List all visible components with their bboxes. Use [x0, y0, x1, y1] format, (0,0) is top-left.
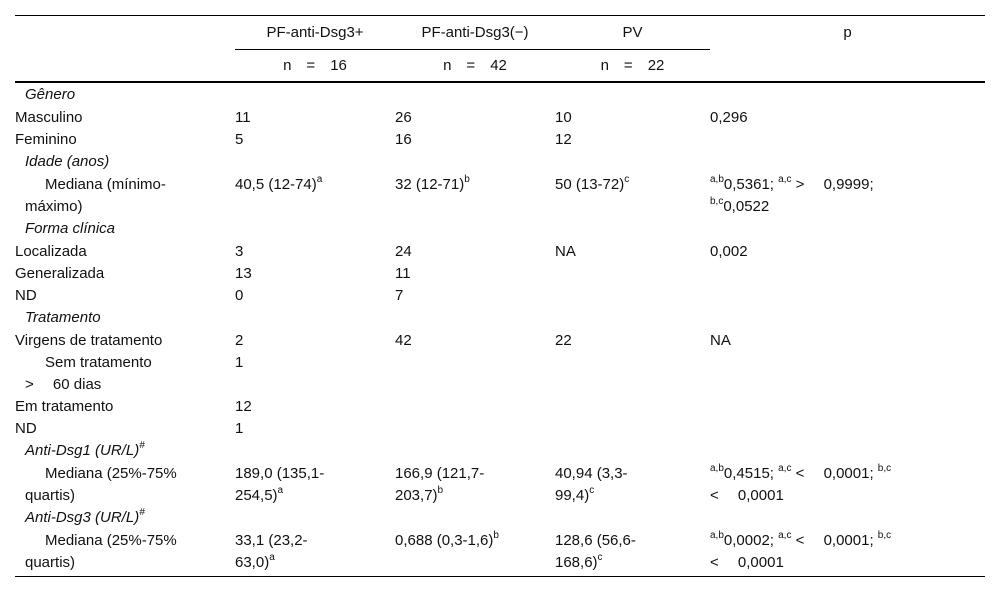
cell — [555, 463, 710, 507]
superscript: b — [493, 530, 499, 541]
cell: 7 — [395, 287, 404, 304]
table-row — [15, 263, 985, 285]
superscript: a,b — [710, 463, 724, 474]
superscript: a — [316, 174, 323, 185]
header-empty — [15, 16, 235, 50]
cell: 5 — [235, 131, 244, 148]
cell-empty — [710, 285, 985, 307]
cell-value: 40,5 (12-74) — [235, 176, 317, 193]
cell: 24 — [395, 243, 412, 260]
cell-value: 168,6) — [555, 554, 598, 571]
cell-value: 166,9 (121,7- — [395, 465, 485, 482]
superscript: b — [437, 485, 444, 496]
row-label: Generalizada — [15, 265, 105, 282]
p-value: < 0,0001; — [791, 532, 878, 549]
cell: 1 — [235, 354, 244, 371]
header-n-empty — [15, 50, 235, 83]
section-dsg3 — [15, 507, 985, 530]
cell-value: 32 (12-71) — [395, 176, 465, 193]
cell-empty — [555, 285, 710, 307]
cell: 42 — [395, 332, 412, 349]
superscript: a,c — [778, 463, 792, 474]
superscript: c — [624, 174, 630, 185]
p-value: 0,5361; — [723, 176, 779, 193]
table-row — [15, 174, 985, 218]
superscript: a,b — [710, 530, 724, 541]
cell-value: 203,7) — [395, 487, 438, 504]
superscript: b,c — [877, 530, 892, 541]
section-row — [15, 440, 985, 463]
label-line: Mediana (mínimo- — [45, 176, 166, 193]
cell — [395, 463, 555, 507]
row-label: ND — [15, 420, 37, 437]
cell — [555, 174, 710, 218]
section-row — [15, 151, 985, 174]
superscript: a,c — [778, 174, 792, 185]
row-label — [15, 463, 235, 507]
cell: NA — [555, 243, 576, 260]
cell — [710, 530, 985, 577]
header-n1: n = 16 — [235, 50, 395, 83]
results-table — [15, 15, 985, 577]
table-row — [15, 330, 985, 352]
p-value: < 0,0001 — [710, 487, 784, 504]
table-row — [15, 129, 985, 151]
superscript: a — [277, 485, 284, 496]
cell-value: 33,1 (23,2- — [235, 532, 308, 549]
cell: NA — [710, 332, 731, 349]
cell-empty — [710, 263, 985, 285]
cell: 0,296 — [710, 109, 748, 126]
cell-empty — [710, 352, 985, 396]
label-line: quartis) — [25, 487, 76, 504]
superscript: b,c — [877, 463, 892, 474]
cell-empty — [395, 396, 555, 418]
cell — [555, 530, 710, 577]
table-row — [15, 530, 985, 577]
cell — [235, 463, 395, 507]
section-genero: Gênero — [25, 86, 76, 103]
superscript: a — [269, 552, 275, 563]
cell-empty — [395, 352, 555, 396]
cell — [395, 530, 555, 577]
section-dsg1 — [15, 440, 985, 463]
row-label: Masculino — [15, 109, 83, 126]
section-title: Anti-Dsg3 (UR/L) — [25, 509, 140, 526]
header-pf-pos: PF-anti-Dsg3+ — [235, 16, 395, 50]
p-value: 0,0002; — [723, 532, 779, 549]
cell: 0,002 — [710, 243, 748, 260]
cell-value: 50 (13-72) — [555, 176, 625, 193]
row-label: ND — [15, 287, 37, 304]
table-row — [15, 418, 985, 440]
section-idade: Idade (anos) — [25, 153, 110, 170]
cell: 2 — [235, 332, 244, 349]
cell: 12 — [235, 398, 252, 415]
section-row — [15, 307, 985, 330]
cell-value: 128,6 (56,6- — [555, 532, 636, 549]
row-label: Em tratamento — [15, 398, 114, 415]
cell-empty — [710, 129, 985, 151]
p-value: > 0,9999; — [791, 176, 874, 193]
row-label — [15, 530, 235, 577]
cell — [235, 174, 395, 218]
cell: 22 — [555, 332, 572, 349]
header-pv: PV — [555, 16, 710, 50]
cell-value: 63,0) — [235, 554, 270, 571]
superscript: c — [589, 485, 595, 496]
superscript: b,c — [710, 196, 724, 207]
cell-empty — [710, 396, 985, 418]
p-value: < 0,0001; — [791, 465, 878, 482]
p-value: 0,0522 — [723, 198, 770, 215]
cell-value: 99,4) — [555, 487, 590, 504]
section-row — [15, 218, 985, 241]
header-p: p — [710, 16, 985, 50]
section-title: Anti-Dsg1 (UR/L) — [25, 442, 140, 459]
label-line: máximo) — [25, 198, 83, 215]
cell: 10 — [555, 109, 572, 126]
header-n-row — [15, 50, 985, 83]
cell — [395, 174, 555, 218]
superscript: # — [139, 507, 145, 518]
cell: 0 — [235, 287, 244, 304]
cell: 1 — [235, 420, 244, 437]
cell-empty — [710, 418, 985, 440]
table-row — [15, 107, 985, 129]
row-label: Localizada — [15, 243, 87, 260]
cell: 26 — [395, 109, 412, 126]
section-forma: Forma clínica — [25, 220, 116, 237]
header-n2: n = 42 — [395, 50, 555, 83]
table-row — [15, 352, 985, 396]
superscript: a,c — [778, 530, 792, 541]
p-value: < 0,0001 — [710, 554, 784, 571]
section-tratamento: Tratamento — [25, 309, 101, 326]
cell-empty — [555, 263, 710, 285]
label-line: quartis) — [25, 554, 76, 571]
cell-value: 40,94 (3,3- — [555, 465, 628, 482]
table-row — [15, 463, 985, 507]
cell — [710, 463, 985, 507]
superscript: b — [464, 174, 470, 185]
label-line: Sem tratamento — [45, 354, 152, 371]
p-value: 0,4515; — [723, 465, 779, 482]
table-row — [15, 285, 985, 307]
cell: 11 — [395, 265, 411, 282]
cell — [235, 530, 395, 577]
table-row — [15, 241, 985, 263]
superscript: c — [597, 552, 603, 563]
header-n3: n = 22 — [555, 50, 710, 83]
cell-value: 0,688 (0,3-1,6) — [395, 532, 494, 549]
table-row — [15, 396, 985, 418]
label-line: Mediana (25%-75% — [45, 532, 177, 549]
section-row — [15, 507, 985, 530]
row-label: Virgens de tratamento — [15, 332, 163, 349]
label-line: > 60 dias — [25, 376, 102, 393]
header-n-p-empty — [710, 50, 985, 83]
header-pf-neg: PF-anti-Dsg3(−) — [395, 16, 555, 50]
cell-empty — [555, 418, 710, 440]
cell-empty — [555, 352, 710, 396]
row-label: Feminino — [15, 131, 77, 148]
cell: 12 — [555, 131, 572, 148]
row-label — [15, 174, 235, 218]
cell: 16 — [395, 131, 412, 148]
header-row — [15, 16, 985, 50]
cell-empty — [395, 418, 555, 440]
section-row — [15, 82, 985, 107]
cell-empty — [555, 396, 710, 418]
row-label — [15, 352, 235, 396]
cell: 13 — [235, 265, 252, 282]
cell: 11 — [235, 109, 251, 126]
cell-value: 254,5) — [235, 487, 278, 504]
superscript: # — [139, 440, 145, 451]
superscript: a,b — [710, 174, 724, 185]
cell — [710, 174, 985, 218]
cell: 3 — [235, 243, 244, 260]
cell-value: 189,0 (135,1- — [235, 465, 325, 482]
label-line: Mediana (25%-75% — [45, 465, 177, 482]
